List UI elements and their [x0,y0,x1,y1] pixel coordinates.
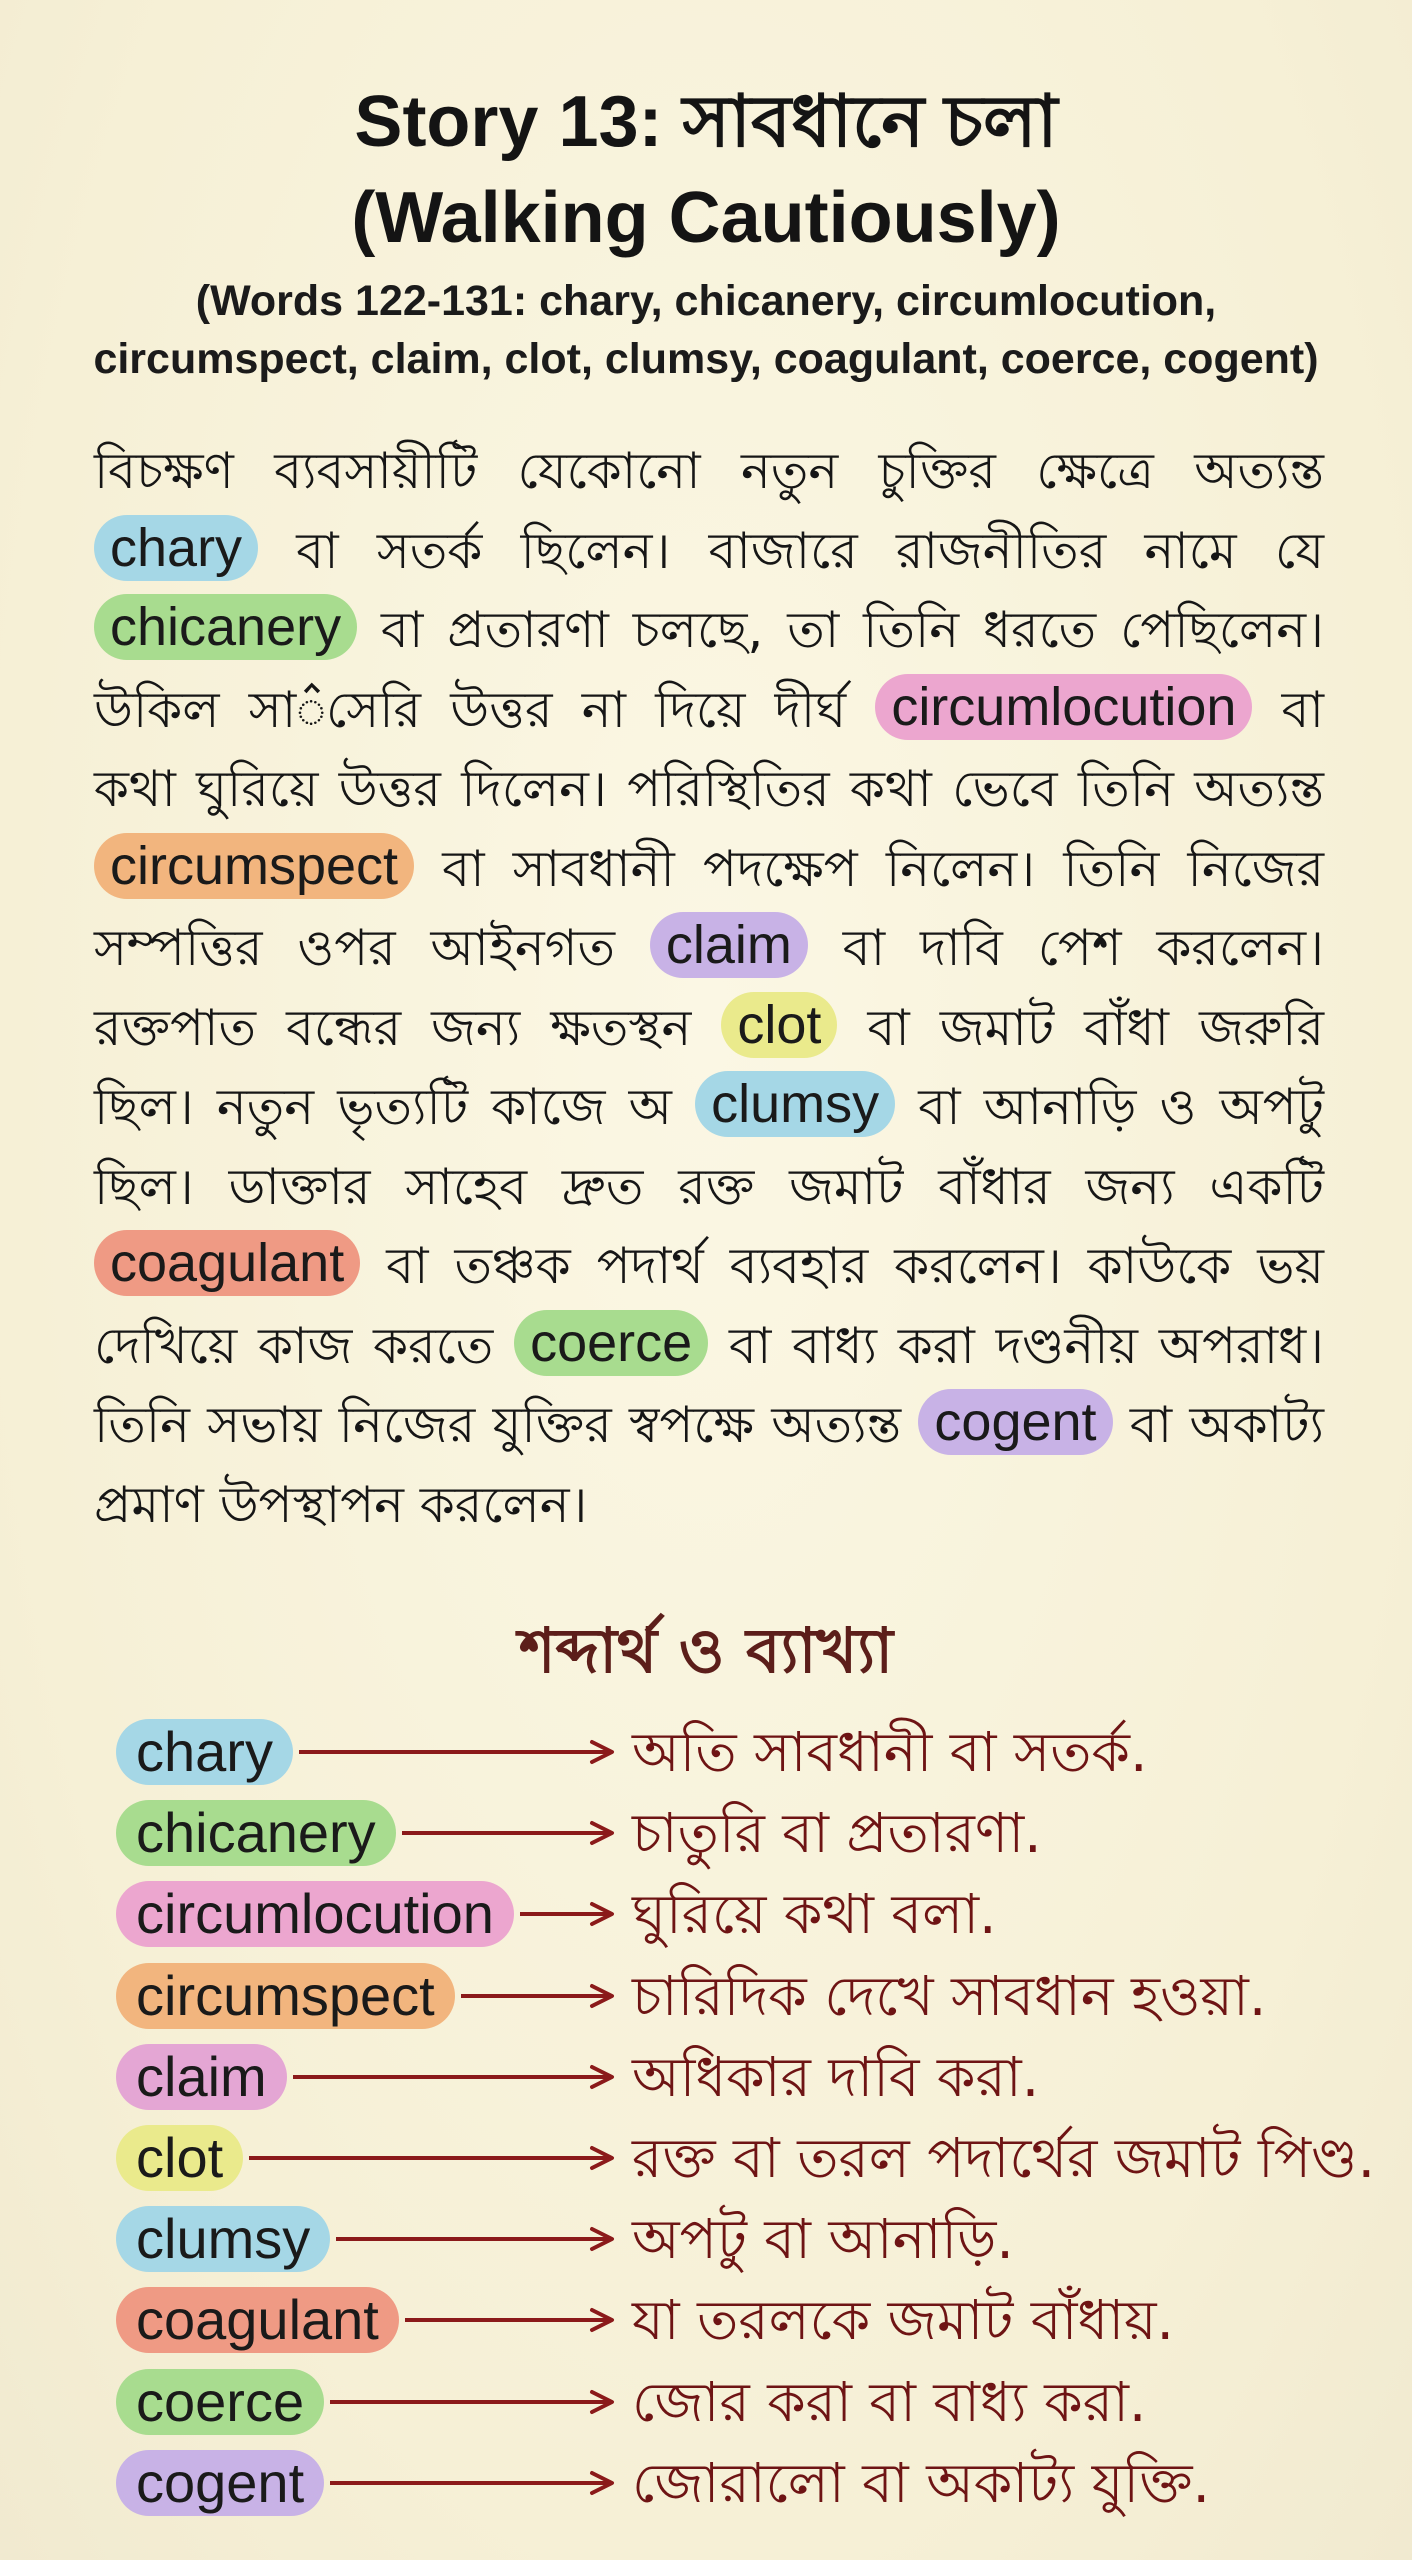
glossary-word: circumspect [116,1963,455,2029]
glossary-word: chicanery [116,1800,396,1866]
arrow-icon [293,2037,616,2117]
story-title: Story 13: সাবধানে চলা [354,82,1058,162]
highlight-word-coerce: coerce [514,1310,708,1376]
glossary-definition: অধিকার দাবি করা. [632,2044,1040,2109]
glossary-word: coerce [116,2369,324,2435]
glossary-row [0,1874,1412,1954]
arrow-icon [330,2443,616,2523]
story-title-english: (Walking Cautiously) [351,178,1061,258]
glossary-row [0,2443,1412,2523]
highlight-word-circumspect: circumspect [94,833,414,899]
glossary-word: clumsy [116,2206,330,2272]
glossary-word: chary [116,1719,293,1785]
arrow-icon [405,2280,616,2360]
glossary-row [0,2280,1412,2360]
glossary-definition: জোরালো বা অকাট্য যুক্তি. [632,2450,1211,2515]
glossary-row [0,2118,1412,2198]
subtitle-line-2: circumspect, claim, clot, clumsy, coagulant, coerce, cogent) [93,335,1319,383]
glossary-row [0,1956,1412,2036]
highlight-word-claim: claim [650,912,808,978]
arrow-icon [520,1874,616,1954]
word-list-subtitle [40,272,1372,388]
glossary-word: claim [116,2044,287,2110]
glossary-word: cogent [116,2450,324,2516]
glossary-row [0,2037,1412,2117]
highlight-word-clot: clot [721,992,837,1058]
arrow-icon [402,1793,616,1873]
glossary-definition: চারিদিক দেখে সাবধান হওয়া. [632,1963,1267,2028]
arrow-icon [249,2118,616,2198]
glossary-row [0,1712,1412,1792]
glossary-row [0,2199,1412,2279]
arrow-icon [330,2362,616,2442]
glossary-word: circumlocution [116,1881,514,1947]
highlight-word-coagulant: coagulant [94,1230,360,1296]
highlight-word-circumlocution: circumlocution [875,674,1252,740]
glossary-row [0,1793,1412,1873]
story-text: বা জমাট বাঁধা জরুরি ছিল। নতুন ভৃত্যটি কাজে অ [94,998,1324,1136]
story-paragraph [94,432,1324,1545]
subtitle-line-1: (Words 122-131: chary, chicanery, circumlocution, [195,277,1217,325]
glossary-title: শব্দার্থ ও ব্যাখ্যা [518,1614,894,1687]
glossary-word: coagulant [116,2287,399,2353]
highlight-word-chicanery: chicanery [94,594,357,660]
story-text: বা কথা ঘুরিয়ে উত্তর দিলেন। পরিস্থিতির কথা ভেবে তিনি অত্যন্ত [94,680,1324,818]
story-text: বা তঞ্চক পদার্থ ব্যবহার করলেন। কাউকে ভয় দেখিয়ে কাজ করতে [94,1237,1324,1375]
story-text: বা বাধ্য করা দণ্ডনীয় অপরাধ। তিনি সভায় নিজের যুক্তির স্বপক্ষে অত্যন্ত [94,1316,1324,1454]
glossary-definition: অতি সাবধানী বা সতর্ক. [632,1720,1148,1784]
highlight-word-chary: chary [94,515,258,581]
highlight-word-clumsy: clumsy [695,1071,895,1137]
glossary-definition: চাতুরি বা প্রতারণা. [632,1801,1042,1866]
glossary-definition: অপটু বা আনাড়ি. [632,2207,1014,2272]
glossary-definition: ঘুরিয়ে কথা বলা. [632,1882,997,1947]
story-text: বা সাবধানী পদক্ষেপ নিলেন। তিনি নিজের সম্পত্তির ওপর আইনগত [94,839,1324,977]
glossary-definition: যা তরলকে জমাট বাঁধায়. [632,2288,1175,2353]
story-text: বা প্রতারণা চলছে, তা তিনি ধরতে পেছিলেন। উকিল সা꠆সেরি উত্তর না দিয়ে দীর্ঘ [94,601,1324,739]
arrow-icon [461,1956,616,2036]
highlight-word-cogent: cogent [918,1389,1112,1455]
glossary-word: clot [116,2125,243,2191]
glossary-definition: রক্ত বা তরল পদার্থের জমাট পিণ্ড. [632,2126,1376,2190]
glossary-definition: জোর করা বা বাধ্য করা. [632,2369,1147,2434]
arrow-icon [299,1712,616,1792]
glossary-row [0,2362,1412,2442]
story-text: বা সতর্ক ছিলেন। বাজারে রাজনীতির নামে যে [258,521,1324,580]
story-text: বা আনাড়ি ও অপটু ছিল। ডাক্তার সাহেব দ্রুত রক্ত জমাট বাঁধার জন্য একটি [94,1078,1324,1216]
story-text: বা অকাট্য প্রমাণ উপস্থাপন করলেন। [94,1396,1324,1534]
story-text: বা দাবি পেশ করলেন। রক্তপাত বন্ধের জন্য ক্ষতস্থন [94,919,1324,1057]
arrow-icon [336,2199,616,2279]
story-text: বিচক্ষণ ব্যবসায়ীটি যেকোনো নতুন চুক্তির ক্ষেত্রে অত্যন্ত [94,442,1324,500]
